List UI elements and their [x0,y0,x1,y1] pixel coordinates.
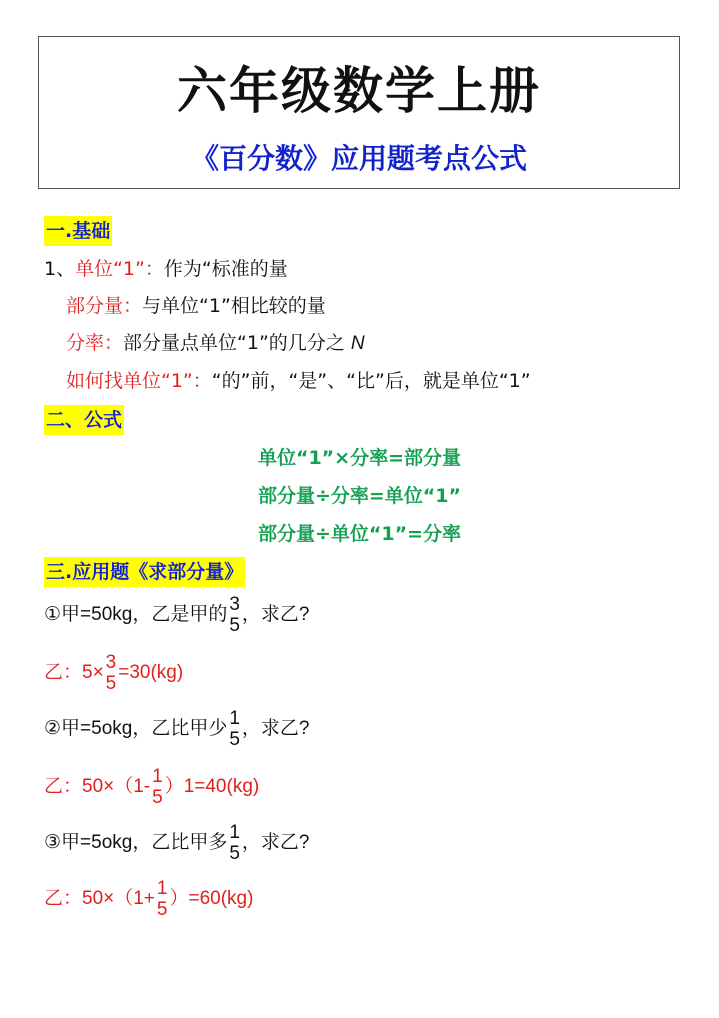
fraction-numerator: 1 [156,878,168,899]
formula-1: 单位“1”×分率=部分量 [257,447,462,469]
question-2-text: ②甲=5okg，乙比甲少 [44,718,228,740]
question-3 [44,822,310,864]
basics-item-find [66,368,531,394]
answer-2-suffix: ）1=40(kg) [164,776,260,798]
answer-2-prefix: 乙：50×（1- [44,776,151,798]
formula-3: 部分量÷单位“1”=分率 [257,523,462,545]
answer-3-prefix: 乙：50×（1+ [44,888,155,910]
item-number: 1、 [44,258,76,280]
title-box [38,36,680,189]
answer-3-suffix: ）=60(kg) [169,888,254,910]
answer-3 [44,878,253,920]
question-2-suffix: ，求乙? [241,718,310,740]
fraction [152,766,163,808]
question-2 [44,708,310,750]
page-title: 六年级数学上册 [177,62,541,120]
fraction-numerator: 3 [229,594,240,615]
section-heading-basics: 一.基础 [44,216,112,246]
question-1-suffix: ，求乙? [241,604,310,626]
fraction-denominator: 5 [229,615,240,636]
question-1-text: ①甲=50kg，乙是甲的 [44,604,228,626]
fraction [229,822,240,864]
find-text: “的”前，“是”、“比”后，就是单位“1” [211,370,531,392]
formula-2: 部分量÷分率=单位“1” [257,485,462,507]
section-heading-problems: 三.应用题《求部分量》 [44,557,245,587]
unit-key: 单位“1”： [75,258,164,280]
question-3-suffix: ，求乙? [241,832,310,854]
question-1 [44,594,310,636]
fraction-numerator: 1 [229,822,240,843]
fraction [106,652,117,694]
fraction-denominator: 5 [105,673,117,694]
fraction-numerator: 3 [105,652,117,673]
question-3-text: ③甲=5okg，乙比甲多 [44,832,228,854]
answer-2 [44,766,259,808]
basics-item-rate [66,330,365,357]
page-subtitle: 《百分数》应用题考点公式 [190,142,527,175]
fraction-denominator: 5 [152,787,163,808]
fraction [229,708,240,750]
fraction-numerator: 1 [152,766,163,787]
answer-1-prefix: 乙：5× [44,662,104,684]
rate-key: 分率： [66,332,124,354]
section-heading-formulas: 二、公式 [44,405,124,435]
fraction [229,594,240,636]
basics-item-unit [44,256,288,282]
basics-item-part [66,293,326,319]
fraction-denominator: 5 [156,899,168,920]
part-text: 与单位“1”相比较的量 [142,295,326,317]
answer-1-suffix: =30(kg) [118,662,184,684]
fraction-denominator: 5 [229,729,240,750]
answer-1 [44,652,183,694]
rate-variable: N [350,333,365,354]
fraction [157,878,168,920]
unit-text: 作为“标准的量 [163,258,288,280]
find-key: 如何找单位“1”： [66,370,212,392]
fraction-numerator: 1 [229,708,240,729]
rate-text: 部分量点单位“1”的几分之 [123,332,345,354]
part-key: 部分量： [66,295,143,317]
fraction-denominator: 5 [229,843,240,864]
